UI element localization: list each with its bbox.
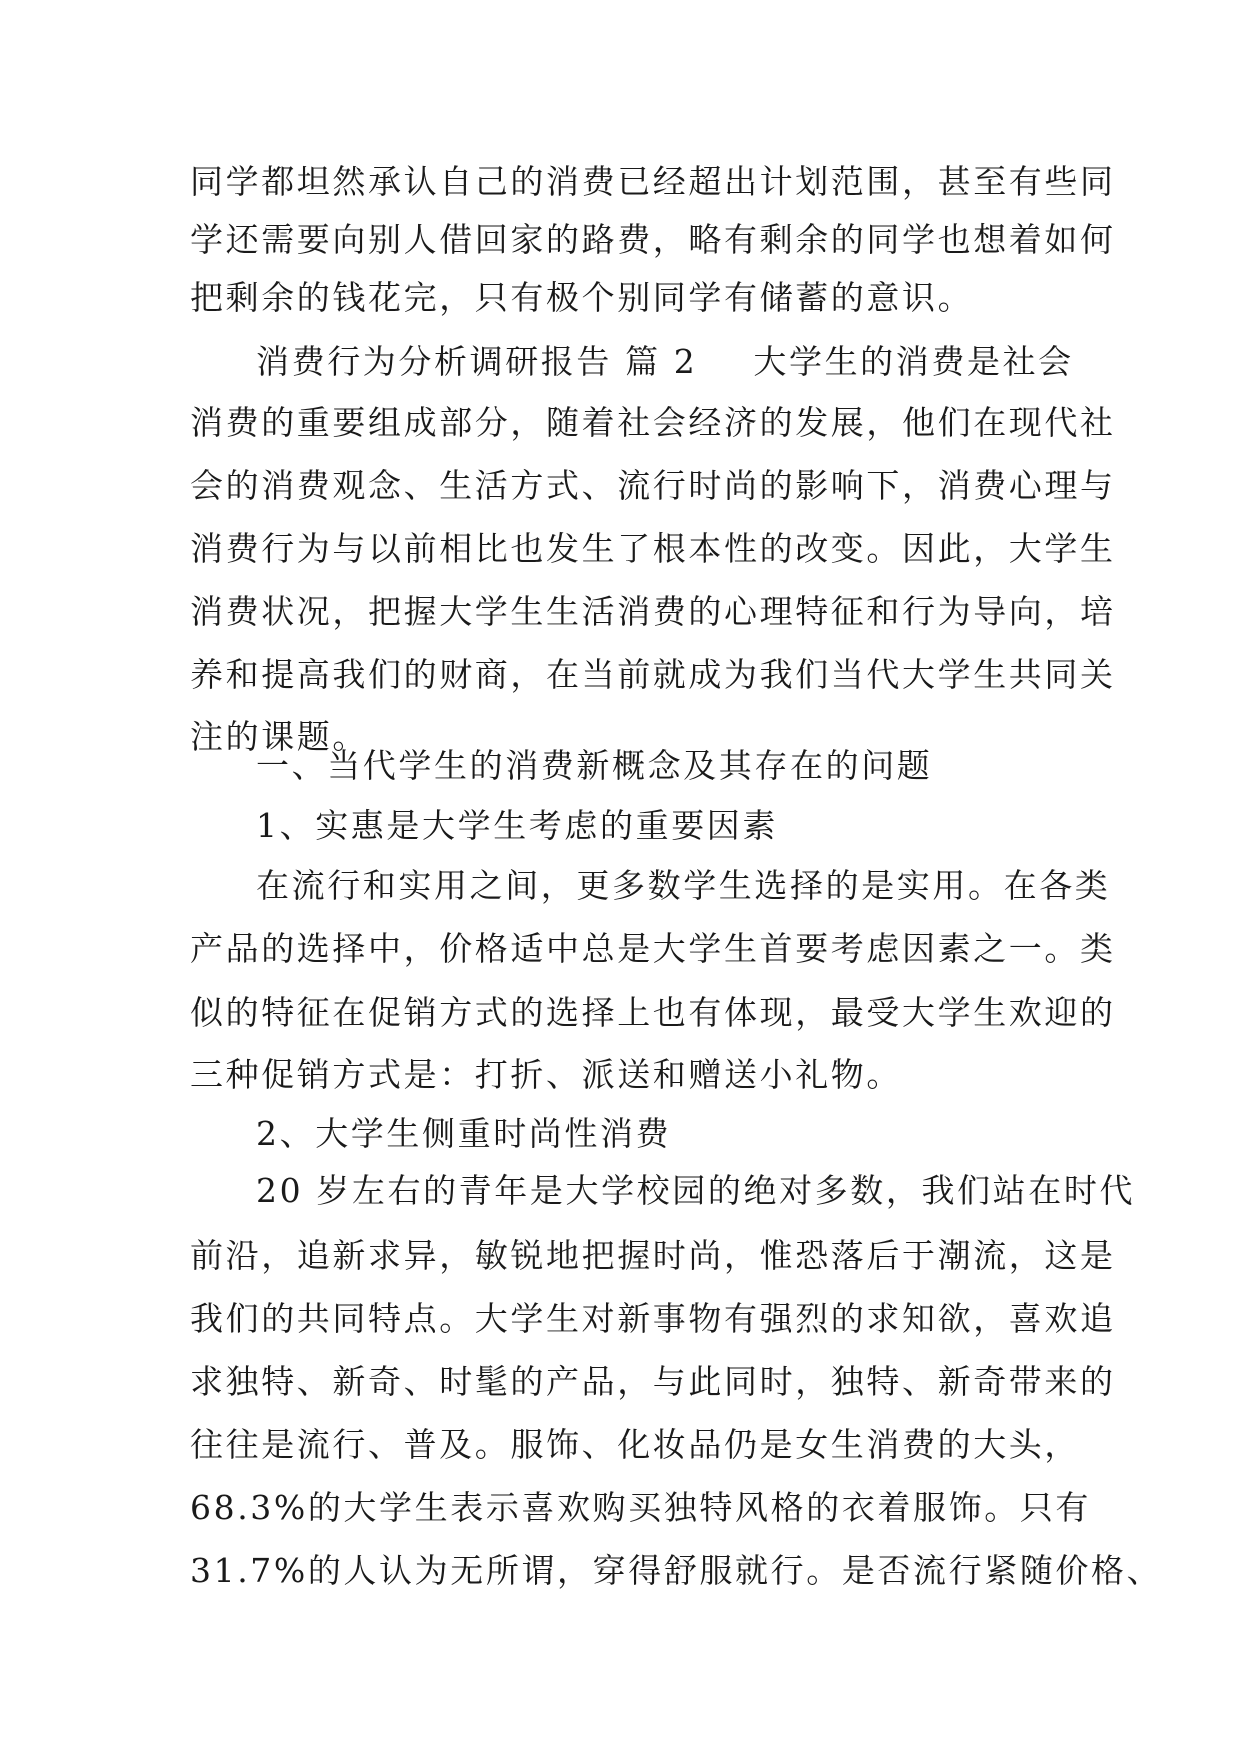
text-line: 产品的选择中，价格适中总是大学生首要考虑因素之一。类 [190, 929, 1116, 968]
section-heading-line [256, 342, 1136, 382]
text-line: 消费行为与以前相比也发生了根本性的改变。因此，大学生 [190, 529, 1116, 568]
subheading: 一、当代学生的消费新概念及其存在的问题 [256, 746, 933, 785]
text-line: 我们的共同特点。大学生对新事物有强烈的求知欲，喜欢追 [190, 1299, 1116, 1338]
text-line: 20 岁左右的青年是大学校园的绝对多数，我们站在时代 [256, 1171, 1136, 1210]
text-line: 养和提高我们的财商，在当前就成为我们当代大学生共同关 [190, 655, 1116, 694]
text-line: 会的消费观念、生活方式、流行时尚的影响下，消费心理与 [190, 466, 1116, 505]
text-line: 求独特、新奇、时髦的产品，与此同时，独特、新奇带来的 [190, 1362, 1116, 1401]
text-line: 注的课题。 [190, 717, 368, 756]
text-line: 31.7%的人认为无所谓，穿得舒服就行。是否流行紧随价格、 [190, 1551, 1163, 1590]
text-line: 同学都坦然承认自己的消费已经超出计划范围，甚至有些同 [190, 162, 1116, 201]
text-line: 把剩余的钱花完，只有极个别同学有储蓄的意识。 [190, 278, 974, 317]
text-run: 大学生的消费是社会 [753, 342, 1074, 381]
text-line: 消费的重要组成部分，随着社会经济的发展，他们在现代社 [190, 403, 1116, 442]
text-line: 前沿，追新求异，敏锐地把握时尚，惟恐落后于潮流，这是 [190, 1236, 1116, 1275]
text-line: 往往是流行、普及。服饰、化妆品仍是女生消费的大头， [190, 1425, 1080, 1464]
section-heading: 消费行为分析调研报告 篇 2 [256, 342, 698, 381]
text-line: 在流行和实用之间，更多数学生选择的是实用。在各类 [256, 866, 1111, 905]
subheading: 2、大学生侧重时尚性消费 [256, 1114, 672, 1153]
text-line: 68.3%的大学生表示喜欢购买独特风格的衣着服饰。只有 [190, 1488, 1092, 1527]
text-line: 学还需要向别人借回家的路费，略有剩余的同学也想着如何 [190, 220, 1116, 259]
text-line: 消费状况，把握大学生生活消费的心理特征和行为导向，培 [190, 592, 1116, 631]
text-line: 似的特征在促销方式的选择上也有体现，最受大学生欢迎的 [190, 993, 1116, 1032]
subheading: 1、实惠是大学生考虑的重要因素 [256, 806, 778, 845]
text-line: 三种促销方式是：打折、派送和赠送小礼物。 [190, 1055, 902, 1094]
